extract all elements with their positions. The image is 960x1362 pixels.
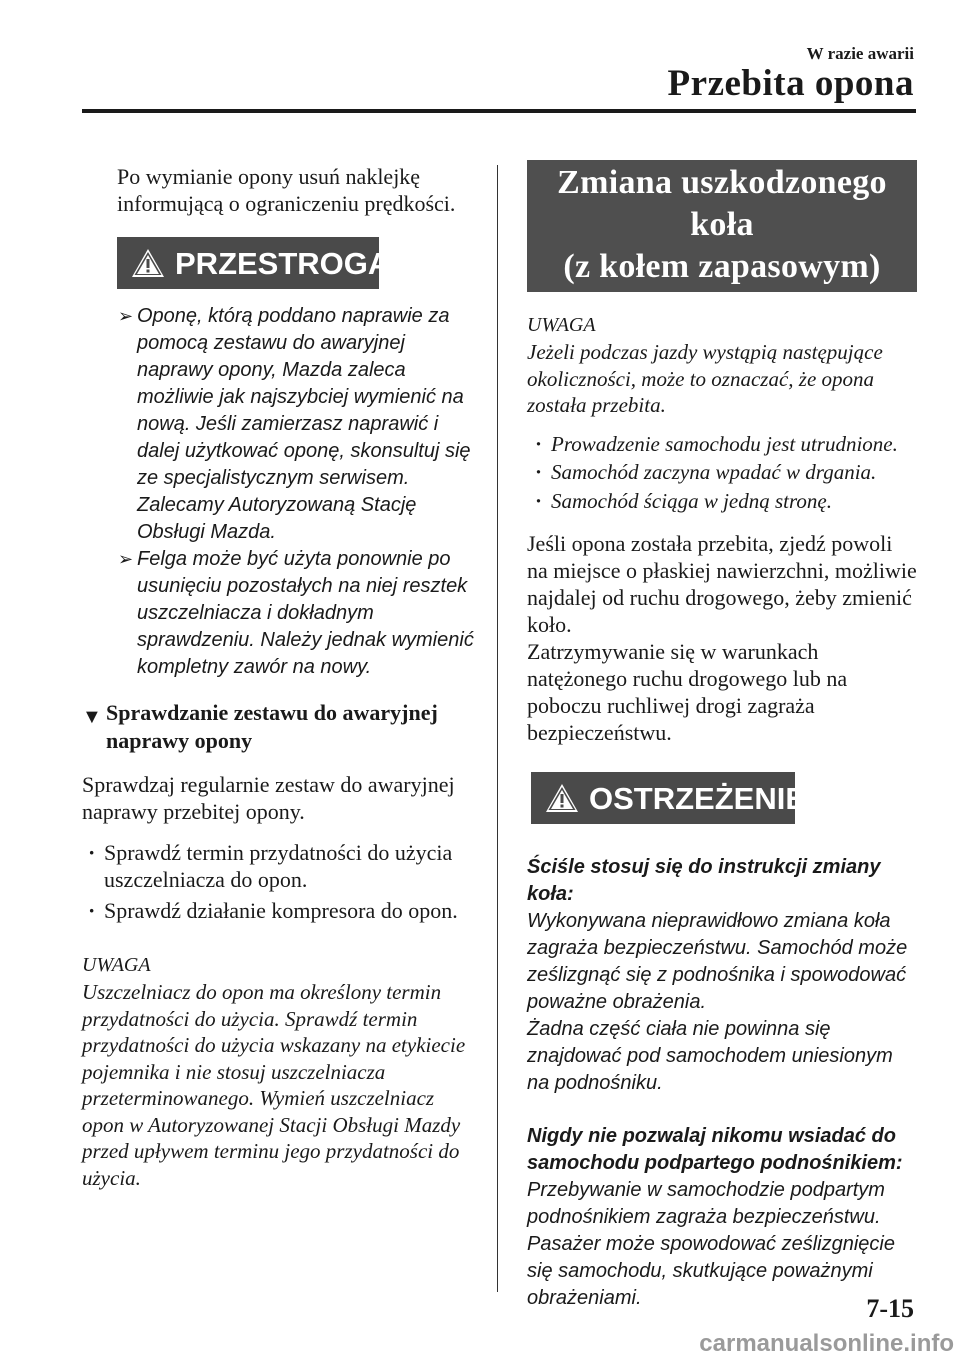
note-text: Jeżeli podczas jazdy wystąpią następujące okoliczności, może to oznaczać, że opona została przebita. [527,340,883,417]
caution-list [82,303,477,681]
warning-badge [531,772,807,824]
warning-triangle-icon [545,783,579,813]
triangle-down-icon: ▼ [82,706,102,728]
warning-content [527,854,917,1312]
warning-text: Żadna część ciała nie powinna się znajdować pod samochodem uniesionym na podnośniku. [527,1018,893,1094]
page-number: 7-15 [866,1294,914,1323]
section-subheading: ▼ Sprawdzanie zestawu do awaryjnej naprawy opony [82,700,438,753]
warning-text: Wykonywana nieprawidłowo zmiana koła zagraża bezpieczeństwu. Samochód może ześlizgnąć się z podnośnika i spowodować poważne obrażenia. [527,910,908,1013]
column-divider [497,165,498,1292]
list-item: ➢ Felga może być użyta ponownie po usunięciu pozostałych na niej resztek uszczelniacza i dokładnym sprawdzeniu. Należy jednak wymienić kompletny zawór na nowy. [118,548,474,678]
list-item: · Sprawdź działanie kompresora do opon. [88,898,458,923]
caution-label: PRZESTROGA [175,245,391,281]
page-title: Przebita opona [667,63,914,104]
header-rule [82,109,916,113]
warning-title: Nigdy nie pozwalaj nikomu wsiadać do samochodu podpartego podnośnikiem: [527,1125,903,1174]
intro-text: Po wymianie opony usuń naklejkę informującą o ograniczeniu prędkości. [117,164,456,216]
body-text: Zatrzymywanie się w warunkach natężonego ruchu drogowego lub na poboczu ruchliwej drogi zagraża bezpieczeństwu. [527,639,848,745]
warning-title: Ściśle stosuj się do instrukcji zmiany koła: [527,856,881,905]
body-text: Jeśli opona została przebita, zjedź powoli na miejsce o płaskiej nawierzchni, możliwie najdalej od ruchu drogowego, żeby zmienić koło. [527,531,917,637]
note-list [527,431,917,515]
section-label: W razie awarii [806,44,914,63]
section-banner [527,160,917,292]
list-item: · Samochód zaczyna wpadać w drgania. [535,460,877,484]
list-item: ➢ Oponę, którą poddano naprawie za pomocą zestawu do awaryjnej naprawy opony, Mazda zaleca możliwie jak najszybciej wymienić na nową. Jeśli zamierzasz naprawić i dalej użytkować oponę, skonsultuj się ze specjalistycznym serwisem. Zalecamy Autoryzowaną Stację Obsługi Mazda. [118,305,471,543]
left-column [82,163,477,1191]
check-list [82,839,477,924]
warning-text: Przebywanie w samochodzie podpartym podnośnikiem zagraża bezpieczeństwu. Pasażer może spowodować ześlizgnięcie się samochodu, skutkujące poważnymi obrażeniami. [527,1179,895,1309]
arrow-bullet-icon: ➢ [118,306,134,326]
warning-triangle-icon [131,248,165,278]
note-label: UWAGA [82,954,151,976]
list-item: · Sprawdź termin przydatności do użycia uszczelniacza do opon. [88,840,453,892]
warning-label: OSTRZEŻENIE [589,780,807,816]
caution-box [82,237,477,289]
right-column [527,160,917,1312]
list-item: · Samochód ściąga w jedną stronę. [535,488,832,513]
note-label: UWAGA [527,314,596,336]
list-item: · Prowadzenie samochodu jest utrudnione. [535,431,898,456]
banner-line: Zmiana uszkodzonego koła [557,164,887,243]
arrow-bullet-icon: ➢ [118,549,134,569]
warning-box [527,772,917,824]
note-text: Uszczelniacz do opon ma określony termin przydatności do użycia. Sprawdź termin przydatności do użycia wskazany na etykiecie pojemnika i nie stosuj uszczelniacza przeterminowanego. Wymień uszczelniacz opon w Autoryzowanej Stacji Obsługi Mazdy przed upływem terminu jego przydatności do użycia. [82,980,466,1190]
caution-badge [117,237,391,289]
check-intro: Sprawdzaj regularnie zestaw do awaryjnej naprawy przebitej opony. [82,772,455,824]
watermark: carmanualsonline.info [699,1330,954,1357]
banner-line: (z kołem zapasowym) [563,248,881,285]
